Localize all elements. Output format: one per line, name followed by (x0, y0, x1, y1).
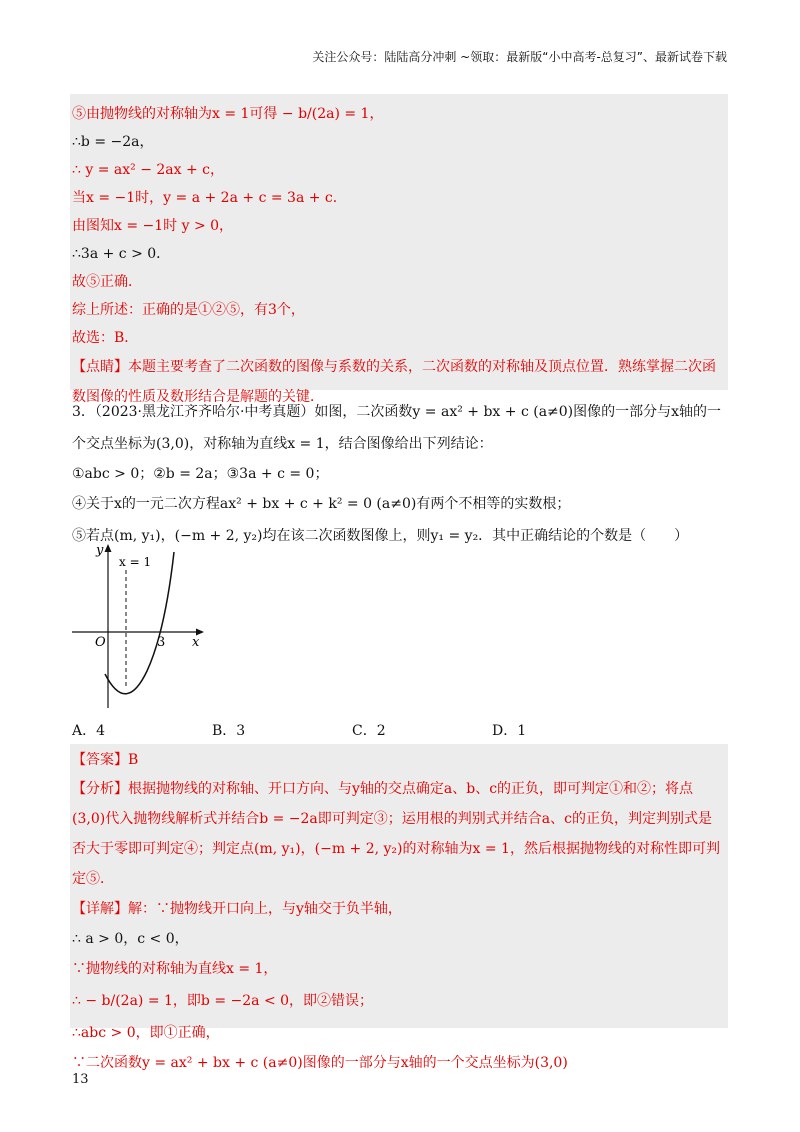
conclusion-line: ④关于x的一元二次方程ax² + bx + c + k² = 0 (a≠0)有两个不相等的实数根； (72, 496, 571, 512)
conclusion-line: ⑤若点(m, y₁)，(−m + 2, y₂)均在该二次函数图像上，则y₁ = y₂．其中正确结论的个数是（ ） (72, 528, 689, 544)
x-axis-label: x (192, 635, 200, 650)
solution-line: ⑤由抛物线的对称轴为x = 1可得 − b/(2a) = 1， (72, 106, 384, 122)
detail-line: ∵二次函数y = ax² + bx + c (a≠0)图像的一部分与x轴的一个交点坐标为(3,0) (72, 1055, 568, 1071)
detail-line: ∴abc > 0，即①正确， (72, 1025, 220, 1041)
answer-label: 【答案】B (72, 752, 139, 768)
solution-line: 由图知x = −1时 y > 0， (72, 218, 234, 234)
choice-a[interactable]: A．4 (72, 723, 106, 739)
choice-b[interactable]: B．3 (212, 723, 246, 739)
tick-label-3: 3 (157, 635, 166, 650)
answer-block (72, 746, 732, 1078)
solution-line: 综上所述：正确的是①②⑤，有3个， (72, 302, 305, 318)
analysis-text: 【分析】根据抛物线的对称轴、开口方向、与y轴的交点确定a、b、c的正负，即可判定①和②；将点(3,0)代入抛物线解析式并结合b = −2a即可判定③；运用根的判别式并结合a、c的正负，判定判别式是否大于零即可判定④；判定点(m, y₁)，(−m + 2, y₂)的对称轴为x = 1，然后根据抛物线的对称性即可判定⑤． (72, 781, 720, 887)
detail-line: ∴ a > 0，c < 0， (72, 931, 189, 947)
symmetry-axis-label: x = 1 (119, 555, 152, 569)
page-number: 13 (72, 1072, 89, 1087)
solution-line: ∴ y = ax² − 2ax + c， (72, 162, 225, 178)
y-axis-label: y (96, 543, 104, 558)
solution-line: ∴b = −2a， (72, 134, 154, 150)
answer-choices (72, 720, 672, 746)
parabola-curve (105, 552, 174, 694)
solution-line: 故选：B． (72, 330, 139, 346)
detail-line: 【详解】解：∵抛物线开口向上，与y轴交于负半轴， (72, 901, 402, 917)
detail-line: ∴ − b/(2a) = 1，即b = −2a < 0，即②错误； (72, 993, 374, 1009)
origin-label: O (95, 635, 106, 650)
previous-solution (72, 100, 732, 412)
problem-3 (72, 396, 732, 552)
page-header: 关注公众号：陆陆高分冲刺 ~领取：最新版“小中高考-总复习”、最新试卷下载 (312, 50, 727, 64)
solution-line: 故⑤正确． (72, 274, 142, 290)
choice-c[interactable]: C．2 (352, 723, 386, 739)
solution-line: ∴3a + c > 0． (72, 246, 171, 262)
y-axis-arrow (105, 544, 112, 552)
detail-line: ∵抛物线的对称轴为直线x = 1， (72, 961, 278, 977)
choice-d[interactable]: D．1 (492, 723, 527, 739)
problem-stem: 3．（2023·黑龙江齐齐哈尔·中考真题）如图，二次函数y = ax² + bx + c (a≠0)图像的一部分与x轴的一个交点坐标为(3,0)，对称轴为直线x = 1，结合图像给出下列结论： (72, 404, 722, 452)
dianjing-note: 【点睛】本题主要考查了二次函数的图像与系数的关系，二次函数的对称轴及顶点位置．熟练掌握二次函数图像的性质及数形结合是解题的关键． (72, 359, 716, 405)
parabola-graph (70, 540, 210, 710)
conclusion-line: ①abc > 0；②b = 2a；③3a + c = 0； (72, 466, 329, 482)
solution-line: 当x = −1时，y = a + 2a + c = 3a + c． (72, 190, 347, 206)
